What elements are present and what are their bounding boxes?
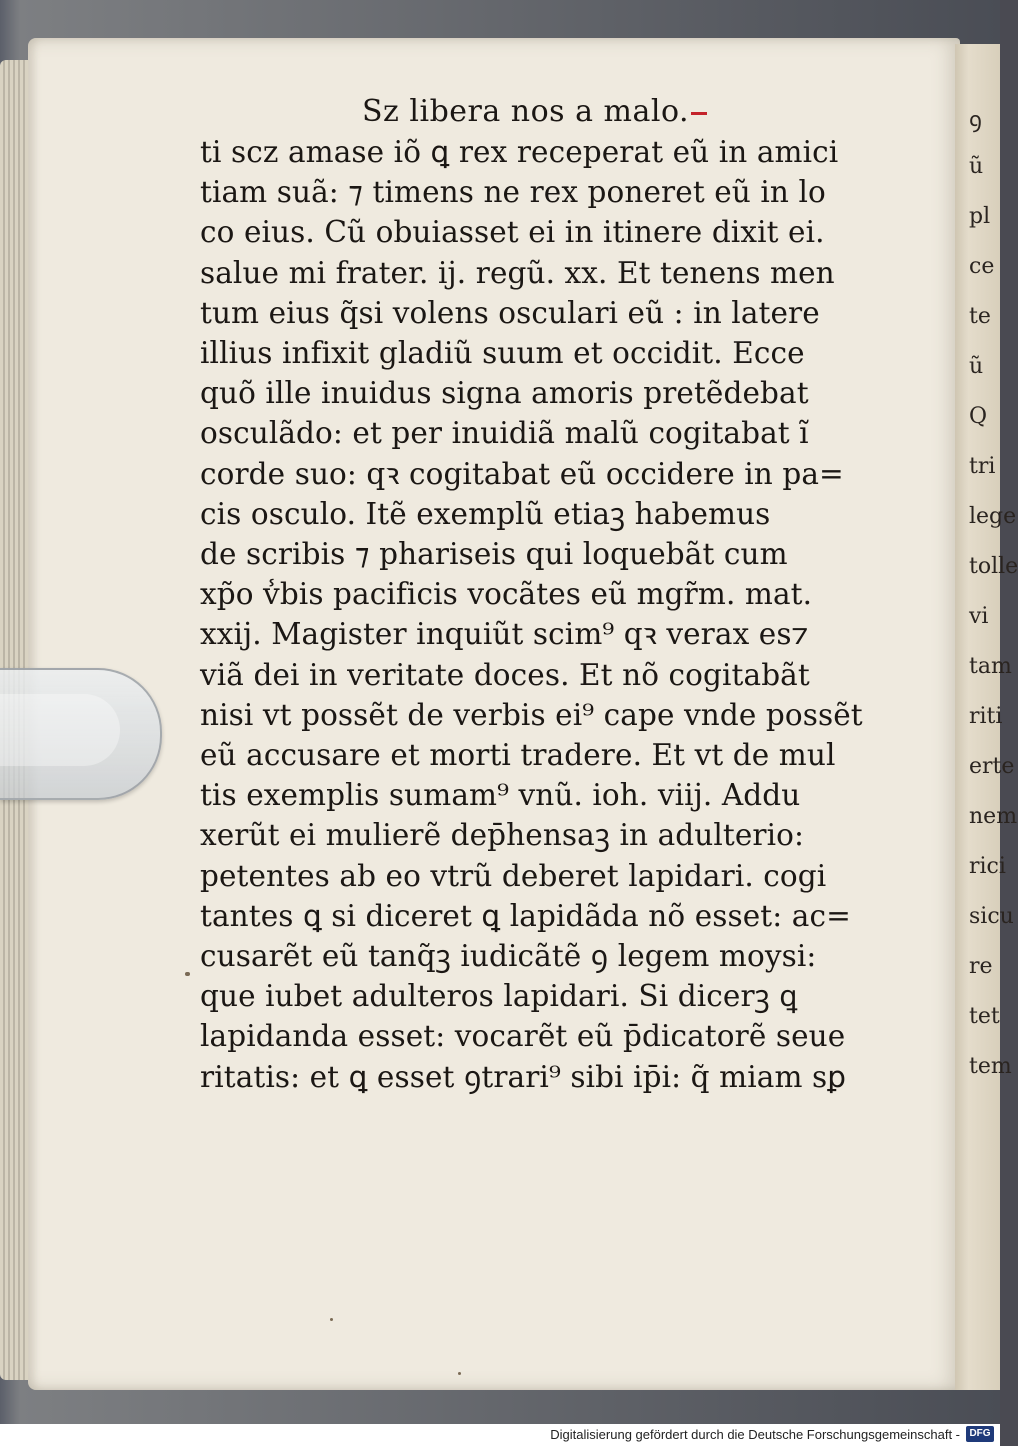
- facing-page-fragment: ũ: [969, 354, 984, 379]
- text-line: cis osculo. Itẽ exemplũ etiaꝫ habemus: [200, 496, 771, 531]
- facing-page-fragment: sicu: [969, 904, 1014, 929]
- facing-page-fragment: ꝯ: [969, 108, 982, 133]
- text-line: xerũt ei mulierẽ dep̄hensaꝫ in adulterio:: [200, 818, 805, 853]
- facing-page-fragment: tem: [969, 1054, 1012, 1079]
- facing-page-fragment: riti: [969, 704, 1003, 729]
- facing-page-fragment: ce: [969, 254, 995, 279]
- text-line: viã dei in veritate doces. Et nõ cogitabãt: [200, 657, 810, 692]
- facing-page-fragment: re: [969, 954, 993, 979]
- text-line: illius infixit gladiũ suum et occidit. Ecce: [200, 336, 805, 371]
- text-line: de scribis ⁊ phariseis qui loquebãt cum: [200, 537, 788, 572]
- facing-page-fragment: Q: [969, 404, 988, 429]
- text-line: cusarẽt eũ tanq̃ꝫ iudicãtẽ ꝯ legem moysi:: [200, 939, 817, 974]
- text-line: osculãdo: et per inuidiã malũ cogitabat ĩ: [200, 416, 809, 451]
- text-line: salue mi frater. ij. regũ. xx. Et tenens men: [200, 255, 835, 290]
- facing-page-fragment: tri: [969, 454, 996, 479]
- text-line: petentes ab eo vtrũ deberet lapidari. cogi: [200, 858, 827, 893]
- facing-page-fragment: tam: [969, 654, 1012, 679]
- text-line: tis exemplis sumam⁹ vnũ. ioh. viij. Addu: [200, 778, 801, 813]
- facing-page-fragment: erte: [969, 754, 1015, 779]
- footer-credit: Digitalisierung gefördert durch die Deutsche Forschungsgemeinschaft -: [550, 1427, 960, 1442]
- page-heading-text: Sz libera nos a malo.: [362, 94, 690, 129]
- page-heading: [362, 92, 880, 132]
- text-line: nisi vt possẽt de verbis ei⁹ cape vnde possẽt: [200, 697, 863, 732]
- text-line: eũ accusare et morti tradere. Et vt de mul: [200, 738, 836, 773]
- page-text-block: [200, 92, 880, 1097]
- text-line: tantes ꝗ si diceret ꝗ lapidãda nõ esset: ac=: [200, 898, 851, 933]
- rubric-flourish: [691, 112, 707, 115]
- text-line: tum eius q̃si volens osculari eũ : in latere: [200, 295, 820, 330]
- facing-page-fragment: pl: [969, 204, 991, 229]
- page-clip-highlight: [0, 694, 120, 766]
- facing-page-edge: [955, 44, 1018, 1390]
- text-line: ritatis: et ꝗ esset ꝯtrari⁹ sibi ip̄i: q̃ miam sꝑ: [200, 1059, 847, 1094]
- facing-page-fragment: ũ: [969, 154, 984, 179]
- text-line: que iubet adulteros lapidari. Si dicerꝫ ꝗ: [200, 979, 798, 1014]
- text-line: xxij. Magister inquiũt scim⁹ qꝛ verax es⁊: [200, 617, 809, 652]
- facing-page-fragment: lege: [969, 504, 1017, 529]
- text-line: tiam suã: ⁊ timens ne rex poneret eũ in lo: [200, 175, 826, 210]
- text-line: ti scz amase iõ ꝗ rex receperat eũ in amici: [200, 135, 839, 169]
- text-line: quõ ille inuidus signa amoris pretẽdebat: [200, 376, 809, 411]
- text-lines: [200, 132, 880, 1097]
- text-line: xp̃o v̾bis pacificis vocãtes eũ mgr̃m. mat.: [200, 577, 813, 612]
- text-line: lapidanda esset: vocarẽt eũ p̄dicatorẽ seue: [200, 1019, 846, 1054]
- facing-page-fragment: tet: [969, 1004, 1000, 1029]
- dfg-logo: DFG: [966, 1426, 994, 1442]
- text-line: co eius. Cũ obuiasset ei in itinere dixit ei.: [200, 215, 825, 250]
- facing-page-fragment: rici: [969, 854, 1006, 879]
- facing-page-fragment: te: [969, 304, 991, 329]
- facing-page-fragment: nem: [969, 804, 1018, 829]
- facing-page-fragment: tolle: [969, 554, 1018, 579]
- text-line: corde suo: qꝛ cogitabat eũ occidere in pa=: [200, 456, 844, 491]
- facing-page-fragment: vi: [969, 604, 989, 629]
